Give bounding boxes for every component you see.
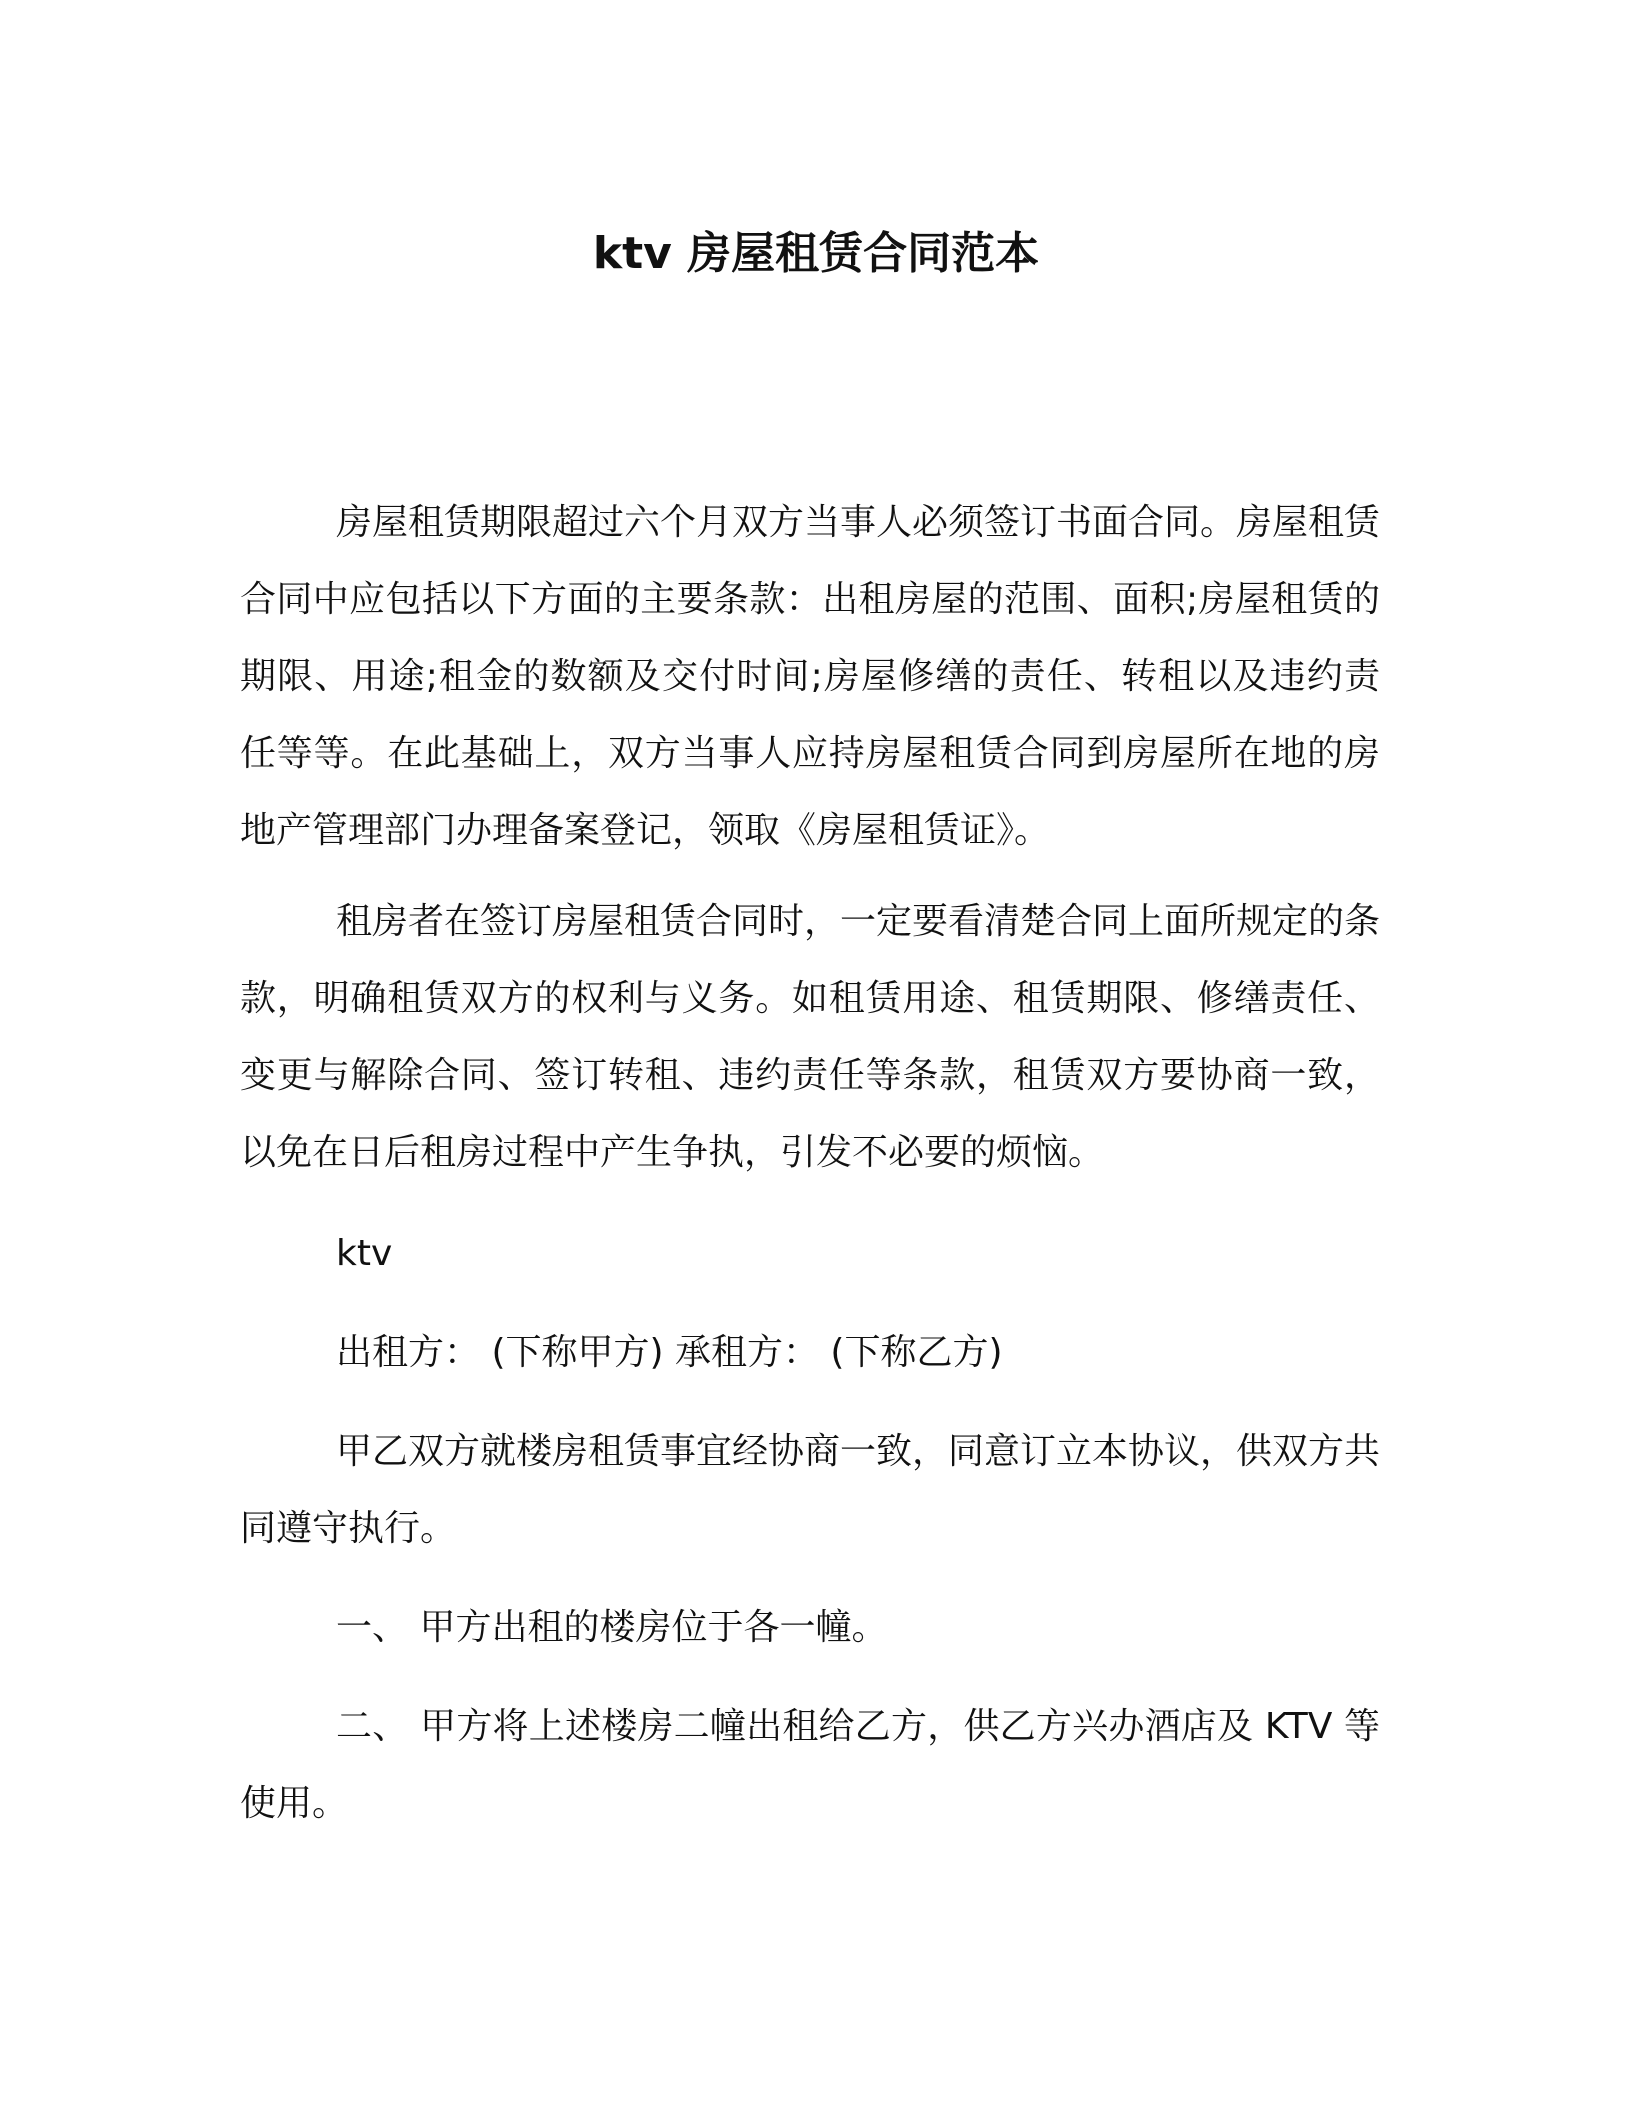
document-body — [240, 484, 1380, 1842]
paragraph-lease-term: 房屋租赁期限超过六个月双方当事人必须签订书面合同。房屋租赁合同中应包括以下方面的主要条款：出租房屋的范围、面积;房屋租赁的期限、用途;租金的数额及交付时间;房屋修缮的责任、转租以及违约责任等等。在此基础上，双方当事人应持房屋租赁合同到房屋所在地的房地产管理部门办理备案登记，领取《房屋租赁证》。 — [240, 502, 1381, 851]
clause-1: 一、 甲方出租的楼房位于各一幢。 — [336, 1607, 888, 1648]
paragraph-agreement: 甲乙双方就楼房租赁事宜经协商一致，同意订立本协议，供双方共同遵守执行。 — [240, 1431, 1381, 1549]
document-title: ktv 房屋租赁合同范本 — [592, 228, 1040, 279]
paragraph-parties: 出租方： (下称甲方) 承租方： (下称乙方) — [336, 1332, 1003, 1373]
paragraph-ktv: ktv — [336, 1233, 393, 1274]
clause-2: 二、 甲方将上述楼房二幢出租给乙方，供乙方兴办酒店及 KTV 等使用。 — [240, 1706, 1380, 1824]
paragraph-tenant-advice: 租房者在签订房屋租赁合同时，一定要看清楚合同上面所规定的条款，明确租赁双方的权利与义务。如租赁用途、租赁期限、修缮责任、变更与解除合同、签订转租、违约责任等条款，租赁双方要协商一致，以免在日后租房过程中产生争执，引发不必要的烦恼。 — [240, 901, 1381, 1173]
